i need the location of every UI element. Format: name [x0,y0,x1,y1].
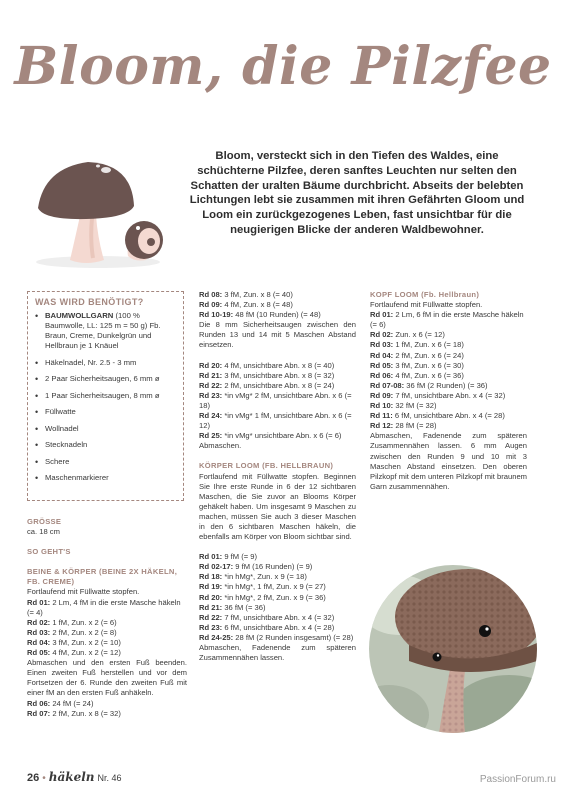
list-item: • Häkelnadel, Nr. 2.5 - 3 mm [35,358,176,368]
instruction-row [370,310,527,330]
row-number: Rd 21: [199,370,223,380]
loom-head-heading: KOPF LOOM (Fb. Hellbraun) [370,290,480,299]
row-instruction: 6 fM, unsichtbare Abn. x 4 (= 28) [392,411,505,421]
instruction-row [199,633,356,643]
size-heading: GRÖSSE [27,517,62,526]
row-number: Rd 20: [199,592,223,602]
row-instruction: 48 fM (10 Runden) (= 48) [233,310,321,320]
row-number: Rd 10: [370,401,394,411]
instruction-row [199,552,356,562]
list-item: • 2 Paar Sicherheitsaugen, 6 mm ø [35,374,176,384]
row-instruction: 24 fM (= 24) [50,698,94,708]
list-item: • Schere [35,457,176,467]
row-number: Rd 23: [199,390,223,400]
eyes-note: Die 8 mm Sicherheitsaugen zwischen den Runden 13 und 14 mit 5 Maschen Abstand einsetzen. [199,320,356,350]
row-list [27,699,187,719]
intro-text: Bloom, versteckt sich in den Tiefen des Waldes, eine schüchterne Pilzfee, deren sanftes Leuchten nur selten den Schatten der uralten Bäume durchbricht. Abseits der belebten Lichtungen lebt sie zusammen mit ihren Gefährten Gloom und Loom ein zurückgezogenes Leben, fast unsichtbar für die neugierigen Blicke der anderen Waldbewohner. [189,150,525,236]
instruction-row [370,411,527,421]
row-number: Rd 06: [27,698,51,708]
instruction-row [199,361,356,371]
row-instruction: 2 Lm, 6 fM in die erste Masche häkeln (= 6) [370,310,524,330]
instruction-row [199,391,356,411]
row-number: Rd 04: [27,637,51,647]
row-number: Rd 23: [199,622,223,632]
instruction-row [27,699,187,709]
row-number: Rd 01: [27,597,51,607]
instruction-row [199,381,356,391]
row-instruction: 2 fM, Zun. x 8 (= 32) [50,708,121,718]
row-instruction: 2 Lm, 4 fM in die erste Masche häkeln (= 4) [27,597,181,617]
row-instruction: *in vMg* unsichtbare Abn. x 6 (= 6) [222,431,342,441]
instruction-row [199,572,356,582]
crochet-mushroom-photo [369,565,537,733]
row-list [199,361,356,442]
instruction-row [370,401,527,411]
row-list [199,290,356,320]
row-number: Rd 21: [199,602,223,612]
row-instruction: 36 fM (= 36) [222,602,266,612]
instruction-row [370,371,527,381]
column-2 [199,290,356,663]
row-number: Rd 22: [199,612,223,622]
row-instruction: 9 fM (16 Runden) (= 9) [233,562,313,572]
row-number: Rd 06: [370,370,394,380]
row-number: Rd 02: [370,330,394,340]
row-number: Rd 24: [199,411,223,421]
row-instruction: 4 fM, Zun. x 2 (= 12) [50,648,121,658]
mushroom-illustration-icon [30,148,180,273]
instruction-row [370,330,527,340]
row-instruction: 36 fM (2 Runden) (= 36) [404,380,488,390]
column-3 [370,290,527,492]
row-number: Rd 22: [199,380,223,390]
row-number: Rd 07: [27,708,51,718]
row-instruction: *in hMg*, 2 fM, Zun. x 9 (= 36) [222,592,326,602]
instruction-row [199,310,356,320]
list-item: • Stecknadeln [35,440,176,450]
close-text: Abmaschen. [199,441,242,451]
body-intro: Fortlaufend mit Füllwatte stopfen. [27,587,140,597]
loom-body-heading: KÖRPER LOOM (FB. HELLBRAUN) [199,461,334,471]
instruction-row [199,562,356,572]
row-number: Rd 05: [27,648,51,658]
row-instruction: 7 fM, unsichtbare Abn. x 4 (= 32) [222,612,335,622]
row-instruction: 2 fM, unsichtbare Abn. x 8 (= 24) [222,380,335,390]
page-title: Bloom, die Pilzfee [14,36,552,97]
list-item: • 1 Paar Sicherheitsaugen, 8 mm ø [35,391,176,401]
magazine-name: häkeln [48,770,95,784]
row-instruction: 1 fM, Zun. x 6 (= 18) [393,340,464,350]
close-text: Abmaschen, Fadenende zum späteren Zusammennähen lassen. [199,643,356,663]
row-number: Rd 20: [199,360,223,370]
row-list [199,552,356,643]
list-item [35,311,176,351]
instruction-row [199,623,356,633]
instruction-row [27,648,187,658]
row-number: Rd 12: [370,421,394,431]
row-instruction: 28 fM (= 28) [393,421,437,431]
row-number: Rd 03: [370,340,394,350]
column-1 [27,517,187,719]
row-instruction: *in vMg* 2 fM, unsichtbare Abn. x 6 (= 18) [199,390,352,410]
watermark: PassionForum.ru [479,774,556,785]
row-number: Rd 09: [199,300,223,310]
loom-head-intro: Fortlaufend mit Füllwatte stopfen. [370,300,483,310]
instruction-row [370,351,527,361]
row-instruction: 3 fM, unsichtbare Abn. x 8 (= 32) [222,370,335,380]
bullet-icon: • [42,773,46,784]
row-instruction: 3 fM, Zun. x 8 (= 40) [222,290,293,299]
row-number: Rd 25: [199,431,223,441]
row-number: Rd 09: [370,390,394,400]
instruction-row [199,582,356,592]
body-middle-text: Abmaschen und den ersten Fuß beenden. Einen zweiten Fuß herstellen und vor dem Fortsetzen der 6. Runde den zweiten Fuß mit einer fM an den ersten Fuß anhäkeln. [27,658,187,698]
row-instruction: 9 fM (= 9) [222,552,258,562]
body-heading: BEINE & KÖRPER (BEINE 2X HÄKELN, FB. CREME) [27,567,178,587]
instruction-row [370,361,527,371]
row-instruction: *in vMg* 1 fM, unsichtbare Abn. x 6 (= 12) [199,411,352,431]
instruction-row [27,628,187,638]
close-text: Abmaschen, Fadenende zum späteren Zusammennähen lassen. 6 mm Augen zwischen den Runden 9 und 10 mit 3 Maschen Abstand einsetzen. Den oberen Pilzkopf mit dem unteren Pilzkopf mit braunem Garn zusammennähen. [370,431,527,491]
row-number: Rd 01: [199,552,223,562]
row-instruction: 32 fM (= 32) [393,401,437,411]
instruction-row [370,421,527,431]
page-footer [27,770,122,784]
instruction-row [370,381,527,391]
row-number: Rd 24-25: [199,632,234,642]
loom-body-text: Fortlaufend mit Füllwatte stopfen. Beginnen Sie Ihre erste Runde in 6 der 12 sichtbaren Maschen, die Sie zuvor an Blooms Körper gehäkelt haben. Um insgesamt 9 Maschen zu machen, müssen Sie auch 3 dieser Maschen in den 6 sichtbaren Maschen häkeln, die ebenfalls am Körper von Bloom sichtbar sind. [199,471,356,542]
row-number: Rd 07-08: [370,380,405,390]
instruction-row [370,340,527,350]
row-instruction: 4 fM, Zun. x 6 (= 36) [393,370,464,380]
instruction-row [199,431,356,441]
instruction-row [199,300,356,310]
instruction-row [199,290,356,300]
row-number: Rd 04: [370,350,394,360]
list-item: • Wollnadel [35,424,176,434]
row-number: Rd 03: [27,627,51,637]
issue-number: Nr. 46 [97,773,122,783]
row-instruction: *in hMg*, Zun. x 9 (= 18) [222,572,307,582]
row-number: Rd 08: [199,290,223,299]
row-number: Rd 02: [27,617,51,627]
instruction-row [199,411,356,431]
row-instruction: 4 fM, Zun. x 8 (= 48) [222,300,293,310]
row-instruction: Zun. x 6 (= 12) [393,330,445,340]
size-value: ca. 18 cm [27,527,60,537]
instruction-row [370,391,527,401]
row-instruction: 3 fM, Zun. x 6 (= 30) [393,360,464,370]
row-instruction: 28 fM (2 Runden insgesamt) (= 28) [233,632,354,642]
instruction-row [199,593,356,603]
instruction-row [27,638,187,648]
row-instruction: 6 fM, unsichtbare Abn. x 4 (= 28) [222,622,335,632]
row-instruction: 3 fM, Zun. x 2 (= 10) [50,637,121,647]
instruction-row [27,618,187,628]
instruction-row [199,603,356,613]
row-list [370,310,527,431]
row-instruction: 2 fM, Zun. x 6 (= 24) [393,350,464,360]
instruction-row [27,598,187,618]
row-instruction: 7 fM, unsichtbare Abn. x 4 (= 32) [393,390,506,400]
instruction-row [27,709,187,719]
yarn-details: (100 % Baumwolle, LL: 125 m = 50 g) Fb. Braun, Creme, Dunkelgrün und Hellbraun je 1 Knäuel [45,311,161,350]
materials-heading: WAS WIRD BENÖTIGT? [35,297,144,307]
materials-box [27,291,184,501]
instruction-row [199,613,356,623]
row-number: Rd 10-19: [199,310,234,320]
row-number: Rd 19: [199,582,223,592]
yarn-name: BAUMWOLLGARN [45,311,114,320]
row-list [27,598,187,659]
list-item: • Füllwatte [35,407,176,417]
page-number: 26 [27,772,40,784]
row-number: Rd 11: [370,411,393,421]
instruction-row [199,371,356,381]
row-instruction: 2 fM, Zun. x 2 (= 8) [50,627,117,637]
materials-list [35,311,176,483]
row-number: Rd 01: [370,310,394,320]
row-instruction: *in hMg*, 1 fM, Zun. x 9 (= 27) [222,582,326,592]
list-item: • Maschenmarkierer [35,473,176,483]
row-instruction: 1 fM, Zun. x 2 (= 6) [50,617,117,627]
howto-heading: SO GEHT'S [27,547,71,557]
row-number: Rd 18: [199,572,223,582]
row-number: Rd 05: [370,360,394,370]
row-number: Rd 02-17: [199,562,234,572]
row-instruction: 4 fM, unsichtbare Abn. x 8 (= 40) [222,360,335,370]
